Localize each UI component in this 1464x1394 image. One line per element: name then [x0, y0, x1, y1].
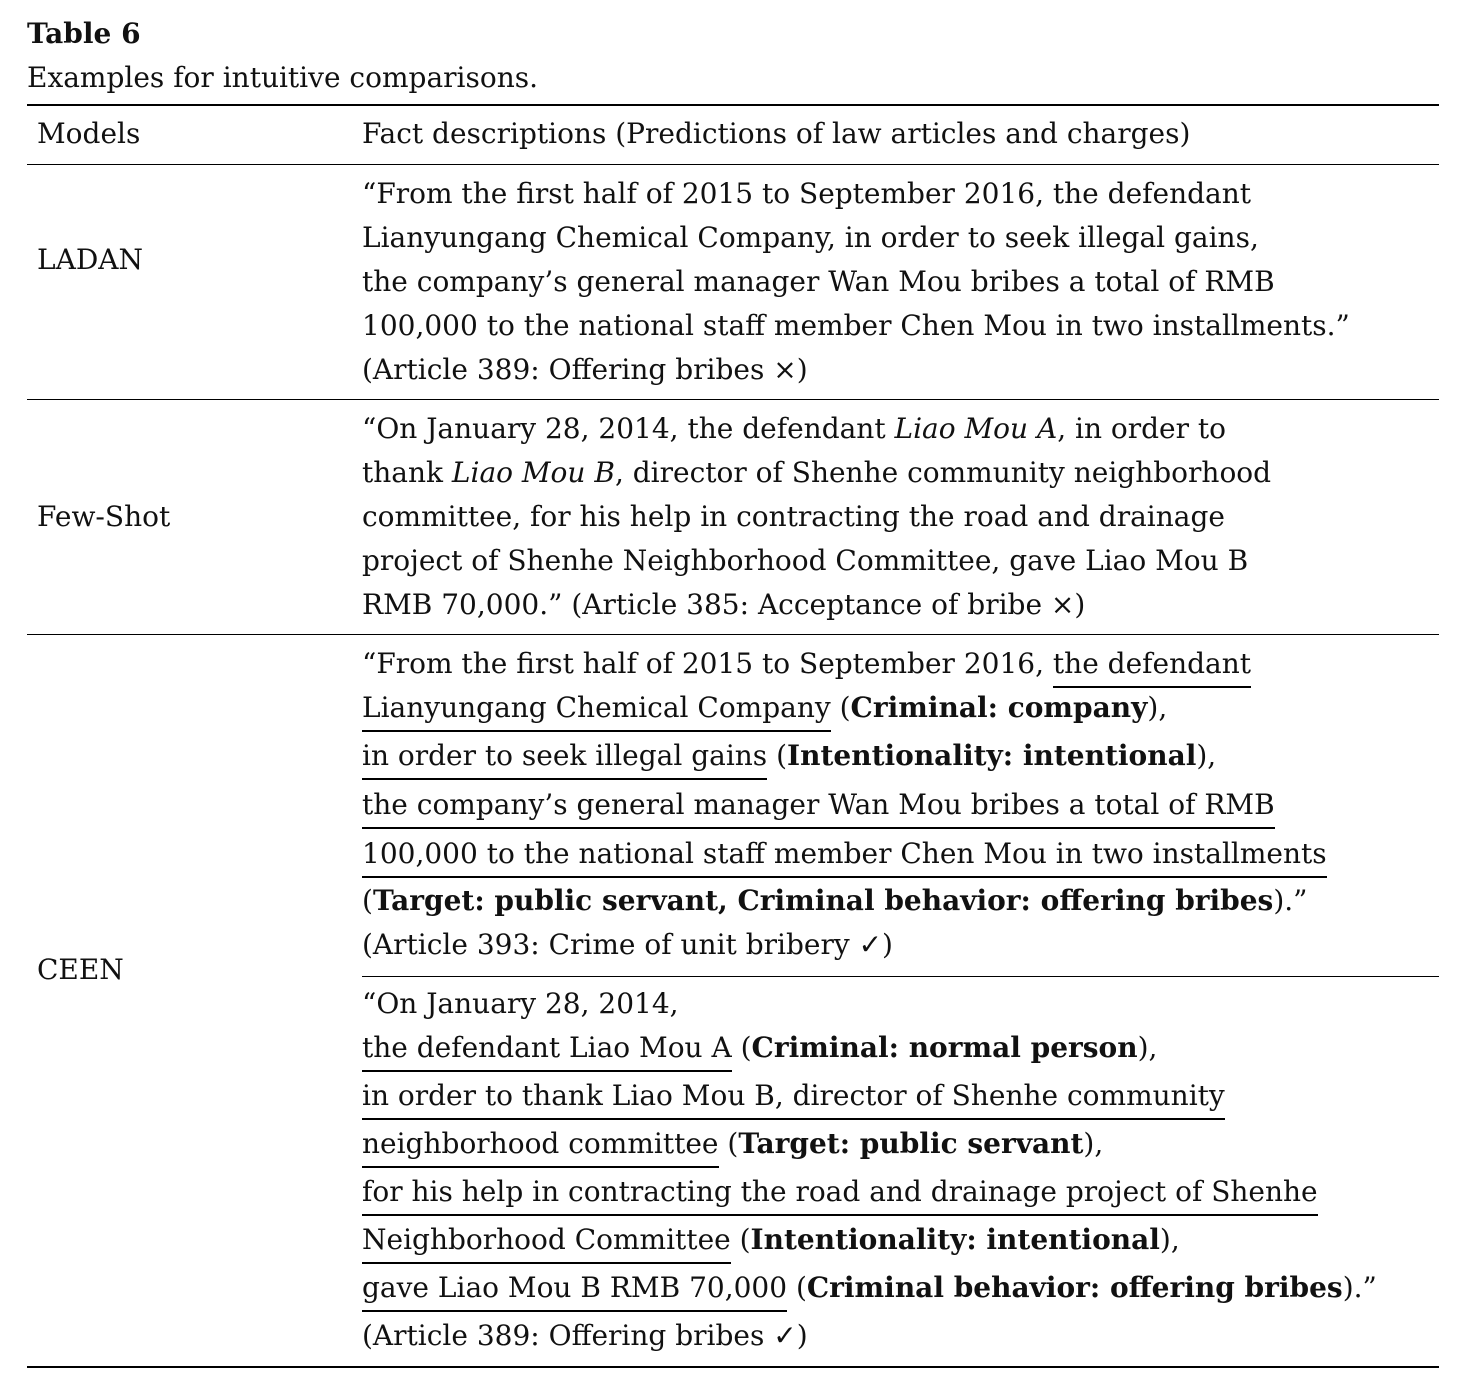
example-rule: [362, 976, 1439, 977]
element-tag: Target: public servant: [738, 1127, 1084, 1160]
header-rule: [27, 164, 1439, 165]
event-span: Lianyungang Chemical Company: [362, 688, 831, 732]
event-span: the company’s general manager Wan Mou bribes a total of RMB: [362, 785, 1275, 829]
event-span: gave Liao Mou B RMB 70,000: [362, 1268, 787, 1312]
event-span: neighborhood committee: [362, 1124, 719, 1168]
row-rule: [27, 634, 1439, 635]
few-shot-line: committee, for his help in contracting the road and drainage: [362, 500, 1225, 533]
element-tag: Criminal: company: [850, 691, 1148, 724]
ceen-line: the defendant Liao Mou A (Criminal: normal person),: [362, 1028, 1157, 1068]
ceen-line: gave Liao Mou B RMB 70,000 (Criminal behavior: offering bribes).”: [362, 1268, 1377, 1308]
ceen-line: “On January 28, 2014,: [362, 987, 679, 1020]
event-span: for his help in contracting the road and drainage project of Shenhe: [362, 1172, 1318, 1216]
row-rule: [27, 399, 1439, 400]
top-rule: [27, 104, 1439, 106]
event-span: the defendant Liao Mou A: [362, 1028, 732, 1072]
event-span: in order to seek illegal gains: [362, 736, 767, 780]
ladan-line: 100,000 to the national staff member Chen Mou in two installments.”: [362, 309, 1350, 342]
ceen-line: (Target: public servant, Criminal behavior: offering bribes).”: [362, 884, 1308, 917]
ceen-prediction: (Article 389: Offering bribes ✓): [362, 1319, 808, 1352]
ceen-prediction: (Article 393: Crime of unit bribery ✓): [362, 928, 893, 961]
ceen-line: neighborhood committee (Target: public servant),: [362, 1124, 1103, 1164]
model-name-ceen: CEEN: [37, 953, 124, 986]
header-models: Models: [37, 117, 141, 150]
few-shot-line: project of Shenhe Neighborhood Committee, gave Liao Mou B: [362, 544, 1249, 577]
ladan-line: the company’s general manager Wan Mou bribes a total of RMB: [362, 265, 1275, 298]
header-fact-descriptions: Fact descriptions (Predictions of law articles and charges): [362, 117, 1191, 150]
few-shot-prediction: RMB 70,000.” (Article 385: Acceptance of bribe ×): [362, 588, 1086, 621]
element-tag: Intentionality: intentional: [787, 739, 1197, 772]
ceen-line: in order to seek illegal gains (Intentionality: intentional),: [362, 736, 1216, 776]
ceen-line: Lianyungang Chemical Company (Criminal: company),: [362, 688, 1167, 728]
element-tag: Target: public servant, Criminal behavior: offering bribes: [372, 884, 1274, 917]
ceen-line: [362, 785, 1275, 825]
table-caption: Examples for intuitive comparisons.: [27, 61, 538, 94]
ladan-line: “From the first half of 2015 to September 2016, the defendant: [362, 177, 1252, 210]
event-span: in order to thank Liao Mou B, director of Shenhe community: [362, 1076, 1225, 1120]
few-shot-line: thank Liao Mou B, director of Shenhe community neighborhood: [362, 456, 1272, 489]
table-label: Table 6: [27, 17, 141, 50]
ladan-prediction: (Article 389: Offering bribes ×): [362, 353, 808, 386]
element-tag: Intentionality: intentional: [750, 1223, 1160, 1256]
person-name: Liao Mou A: [894, 412, 1058, 445]
ceen-line: Neighborhood Committee (Intentionality: intentional),: [362, 1220, 1180, 1260]
ceen-line: “From the first half of 2015 to September 2016, the defendant: [362, 644, 1251, 684]
model-name-few-shot: Few-Shot: [37, 500, 171, 533]
few-shot-line: “On January 28, 2014, the defendant Liao Mou A, in order to: [362, 412, 1227, 445]
model-name-ladan: LADAN: [37, 243, 143, 276]
ladan-line: Lianyungang Chemical Company, in order to seek illegal gains,: [362, 221, 1259, 254]
ceen-line: [362, 1076, 1225, 1116]
event-span: 100,000 to the national staff member Chen Mou in two installments: [362, 834, 1327, 878]
ceen-line: [362, 1172, 1318, 1212]
element-tag: Criminal: normal person: [751, 1031, 1138, 1064]
element-tag: Criminal behavior: offering bribes: [806, 1271, 1343, 1304]
event-span: Neighborhood Committee: [362, 1220, 731, 1264]
event-span: the defendant: [1053, 644, 1251, 688]
bottom-rule: [27, 1366, 1439, 1368]
ceen-line: [362, 834, 1327, 874]
person-name: Liao Mou B: [451, 456, 615, 489]
